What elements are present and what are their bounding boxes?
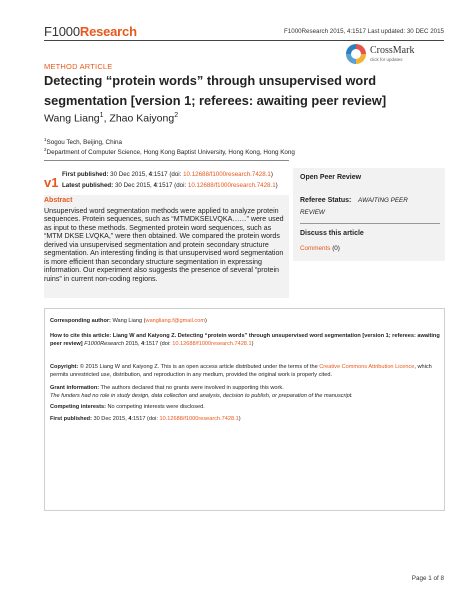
comments-link[interactable]: Comments [300, 245, 331, 252]
pages: :1517 (doi: [152, 171, 184, 178]
latest-published-label: Latest published: [62, 182, 114, 189]
pages: :1517 (doi: [156, 182, 188, 189]
journal-logo[interactable] [44, 24, 137, 39]
first-published-meta-date: 30 Dec 2015, [91, 416, 129, 422]
affiliation-text: Department of Computer Science, Hong Kong Baptist University, Hong Kong, Hong Kong [46, 149, 295, 157]
doi-close: ) [270, 171, 273, 178]
citation-pages: :1517 (doi: [144, 340, 173, 347]
author-affiliation-mark: 2 [174, 112, 179, 119]
first-published-date: 30 Dec 2015, [110, 171, 149, 178]
logo-prefix: F1000 [44, 24, 80, 39]
referee-status-value: REVIEW [300, 209, 325, 216]
latest-published-date: 30 Dec 2015, [114, 182, 154, 189]
latest-published-line [62, 182, 278, 189]
version-label: v1 [44, 175, 59, 190]
header-divider [44, 40, 444, 41]
doi-close: ) [275, 182, 278, 189]
running-head: F1000Research 2015, 4:1517 Last updated: 30 DEC 2015 [284, 28, 444, 35]
logo-brand: Research [79, 24, 137, 39]
citation-journal: F1000Research [84, 340, 125, 347]
sidebar-divider [300, 223, 440, 224]
article-title: Detecting “protein words” through unsupervised word segmentation [version 1; referees: awaiting peer review] [44, 73, 387, 108]
article-type: METHOD ARTICLE [44, 62, 113, 71]
referee-status-label: Referee Status: [300, 197, 352, 204]
citation-text: Liang W and Kaiyong Z. Detecting “protein words” through unsupervised word segmentation [version 1; referees: awaiting peer review] [50, 333, 440, 347]
doi-link[interactable]: 10.12688/f1000research.7428.1 [183, 171, 271, 178]
affiliation [44, 137, 122, 146]
competing-interests-label: Competing interests: [50, 404, 106, 410]
affiliation-mark: 2 [44, 147, 47, 152]
crossmark-title: CrossMark [370, 45, 415, 56]
author-list [44, 112, 178, 125]
corresponding-author-close: ) [205, 318, 207, 324]
affiliation [44, 147, 295, 156]
corresponding-author-label: Corresponding author: [50, 318, 111, 324]
first-published-meta-pages: :1517 (doi: [131, 416, 160, 422]
first-published-meta-close: ) [238, 416, 241, 422]
abstract-heading: Abstract [44, 197, 73, 204]
affiliation-divider [44, 160, 289, 161]
grant-information [50, 385, 440, 401]
page-number: Page 1 of 8 [411, 575, 444, 582]
affiliation-text: Sogou Tech, Beijing, China [46, 139, 123, 147]
citation-doi-link[interactable]: 10.12688/f1000research.7428.1 [172, 340, 252, 347]
competing-interests-text: No competing interests were disclosed. [105, 404, 205, 410]
first-published-label: First published: [62, 171, 109, 178]
copyright-text-end: , which permits unrestricted use, distribution, and reproduction in any medium, provided the original work is properly cited. [50, 364, 432, 378]
author-affiliation-mark: 1 [99, 112, 104, 119]
doi-link[interactable]: 10.12688/f1000research.7428.1 [187, 182, 276, 189]
first-published-meta [50, 416, 440, 424]
author-separator: , [103, 112, 110, 125]
first-published-meta-volume: 4 [128, 416, 132, 422]
license-link[interactable]: Creative Commons Attribution Licence [319, 364, 415, 370]
referee-status-value: AWAITING PEER [358, 197, 408, 204]
citation-label: How to cite this article: [50, 333, 112, 339]
comments-line [300, 245, 340, 252]
grant-text: The authors declared that no grants were involved in supporting this work. [99, 385, 284, 391]
volume: 4 [153, 182, 157, 189]
author-name[interactable]: Wang Liang [44, 112, 100, 125]
competing-interests [50, 404, 440, 412]
abstract-text: Unsupervised word segmentation methods were applied to analyze protein sequences. Protein sequences, such as “MTMDKSELVQKA……” were used as input to these methods. Segmented protein word sequences, such as “MTM DKSE LVQKA,” were then obtained. We compared the protein words derived via unsupervised segmentation and protein secondary structure segmentation. An interesting finding is that unsupervised word segmentation is more efficient than secondary structure segmentation in expressing information. Our experiment also suggests the presence of several “protein ruins” in current non-coding regions. [44, 207, 284, 283]
grant-label: Grant information: [50, 385, 100, 391]
corresponding-author-name: Wang Liang ( [110, 318, 146, 324]
volume: 4 [148, 171, 153, 178]
comments-count: (0) [330, 245, 340, 252]
citation-close: ) [251, 340, 254, 347]
first-published-meta-label: First published: [50, 416, 92, 422]
citation [50, 333, 440, 349]
citation-year: 2015, [124, 340, 142, 347]
crossmark-badge[interactable] [346, 44, 446, 66]
copyright-text: © 2015 Liang W and Kaiyong Z. This is an open access article distributed under the terms of the [78, 364, 320, 370]
open-peer-review-heading: Open Peer Review [300, 174, 362, 181]
corresponding-author [50, 318, 440, 326]
first-published-line [62, 171, 273, 178]
crossmark-icon [346, 44, 366, 64]
first-published-doi-link[interactable]: 10.12688/f1000research.7428.1 [159, 416, 239, 422]
citation-volume: 4 [141, 340, 145, 347]
discuss-heading: Discuss this article [300, 230, 364, 237]
author-name[interactable]: Zhao Kaiyong [109, 112, 175, 125]
author-email-link[interactable]: wangliang.f@gmail.com [145, 318, 205, 324]
funder-statement: The funders had no role in study design, data collection and analysis, decision to publish, or preparation of the manuscript. [50, 392, 353, 399]
affiliation-mark: 1 [44, 137, 47, 142]
copyright-label: Copyright: [50, 364, 79, 370]
copyright [50, 364, 440, 380]
crossmark-subtitle: click for updates [370, 57, 403, 62]
